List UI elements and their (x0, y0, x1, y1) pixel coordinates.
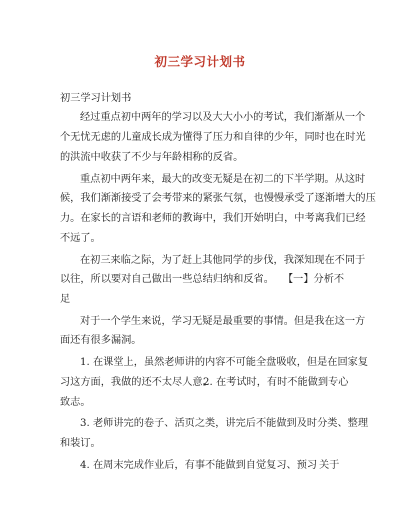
paragraph-1-line-3: 的洪流中收获了不少与年龄相称的反省。 (60, 152, 244, 163)
paragraph-2-line-2: 候，我们渐渐接受了会考带来的紧张气氛，也慢慢承受了逐渐增大的压 (60, 193, 376, 204)
paragraph-5-line-1: 1. 在课堂上，虽然老师讲的内容不可能全盘吸收，但是在回家复 (80, 357, 369, 368)
paragraph-2-line-3: 力。在家长的言语和老师的教诲中，我们开始明白，中考离我们已经 (60, 213, 366, 224)
paragraph-2-line-4: 不远了。 (60, 233, 101, 244)
paragraph-4-line-2: 面还有很多漏洞。 (60, 335, 142, 346)
section-marker: 【一】分析不 (283, 274, 345, 285)
paragraph-4-line-1: 对于一个学生来说，学习无疑是最重要的事情。但是我在这一方 (80, 316, 366, 327)
section-heading: 初三学习计划书 (60, 93, 132, 104)
paragraph-7-line-1: 4. 在周末完成作业后，有事不能做到自觉复习、预习 (80, 460, 318, 471)
paragraph-3-line-3: 足 (60, 294, 71, 305)
paragraph-6-line-1: 3. 老师讲完的卷子、活页之类，讲完后不能做到及时分类、整理 (80, 418, 369, 429)
paragraph-3-line-1: 在初三来临之际，为了赶上其他同学的步伐，我深知现在不同于 (80, 255, 366, 266)
paragraph-1-line-2: 个无忧无虑的儿童成长成为懂得了压力和自律的少年，同时也在时光 (60, 132, 366, 143)
paragraph-7-tail: 关于 (319, 460, 340, 471)
paragraph-5-line-3: 致志。 (60, 397, 91, 408)
document-title: 初三学习计划书 (154, 54, 246, 69)
paragraph-6-line-2: 和装订。 (60, 438, 101, 449)
paragraph-1-line-1: 经过重点初中两年的学习以及大大小小的考试，我们渐渐从一个 (80, 112, 366, 123)
paragraph-2-line-1: 重点初中两年来，最大的改变无疑是在初二的下半学期。从这时 (80, 174, 366, 185)
paragraph-5-line-2: 习这方面，我做的还不太尽人意。 (60, 377, 213, 388)
paragraph-3-line-2: 以往，所以要对自己做出一些总结归纳和反省。 (60, 274, 274, 285)
paragraph-5-inline-item: 2. 在考试时，有时不能做到专心 (203, 377, 349, 388)
